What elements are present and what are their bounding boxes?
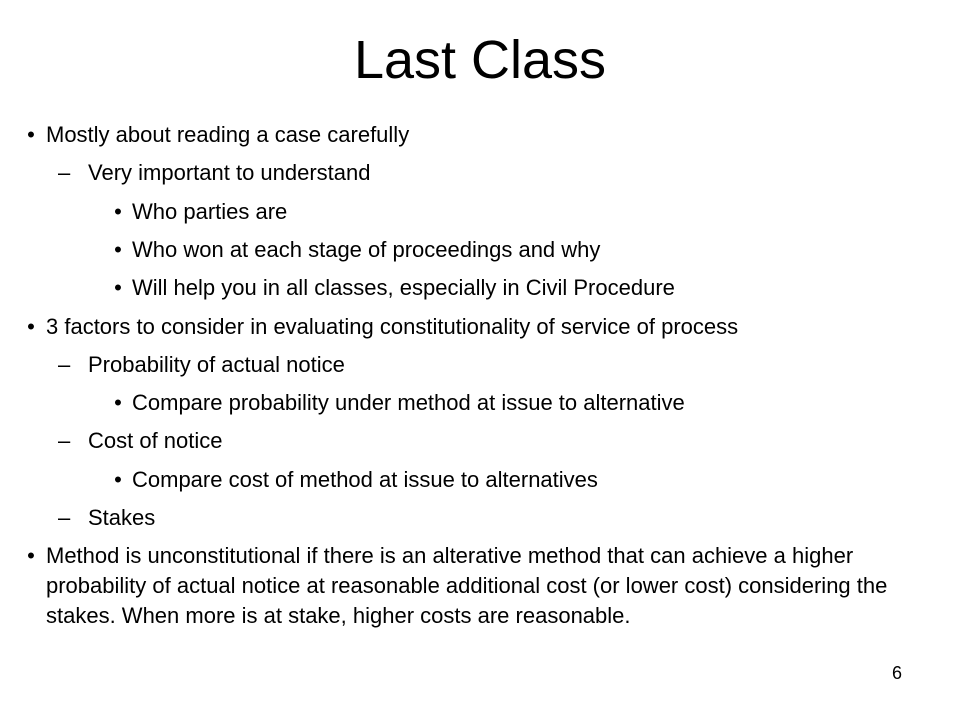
bullet-marker: • — [27, 543, 35, 568]
bullet-text: Compare cost of method at issue to alternatives — [132, 467, 598, 492]
slide-number: 6 — [891, 663, 902, 683]
bullet-text: Probability of actual notice — [88, 352, 345, 377]
bullet-text: Stakes — [88, 505, 156, 530]
bullet-level3 — [104, 465, 934, 495]
bullet-text: Method is unconstitutional if there is an alterative method that can achieve a higher probability of actual notice at reasonable additional cost (or lower cost) considering the stakes. When more is at stake, higher costs are reasonable. — [46, 543, 888, 628]
bullet-marker: • — [114, 237, 122, 262]
bullet-text: Cost of notice — [88, 428, 223, 453]
bullet-text: Very important to understand — [88, 160, 371, 185]
bullet-marker: • — [27, 122, 35, 147]
bullet-marker: • — [114, 467, 122, 492]
dash-marker: – — [58, 352, 71, 377]
bullet-level1 — [16, 120, 958, 150]
bullet-text: Compare probability under method at issue to alternative — [132, 390, 685, 415]
bullet-level3 — [104, 388, 934, 418]
bullet-level3 — [104, 273, 934, 303]
bullet-level1 — [16, 541, 958, 631]
bullet-marker: • — [27, 314, 35, 339]
bullet-level1 — [16, 312, 958, 342]
dash-marker: – — [58, 505, 71, 530]
bullet-marker: • — [114, 275, 122, 300]
bullet-level2 — [58, 503, 938, 533]
bullet-level2 — [58, 158, 938, 188]
bullet-text: Will help you in all classes, especially in Civil Procedure — [132, 275, 675, 300]
bullet-level3 — [104, 197, 934, 227]
bullet-level2 — [58, 426, 938, 456]
bullet-level3 — [104, 235, 934, 265]
bullet-text: Mostly about reading a case carefully — [46, 122, 410, 147]
bullet-level2 — [58, 350, 938, 380]
bullet-text: Who won at each stage of proceedings and why — [132, 237, 601, 262]
dash-marker: – — [58, 160, 71, 185]
bullet-text: Who parties are — [132, 199, 288, 224]
bullet-text: 3 factors to consider in evaluating constitutionality of service of process — [46, 314, 739, 339]
slide-title: Last Class — [353, 30, 607, 90]
bullet-marker: • — [114, 390, 122, 415]
dash-marker: – — [58, 428, 71, 453]
bullet-marker: • — [114, 199, 122, 224]
